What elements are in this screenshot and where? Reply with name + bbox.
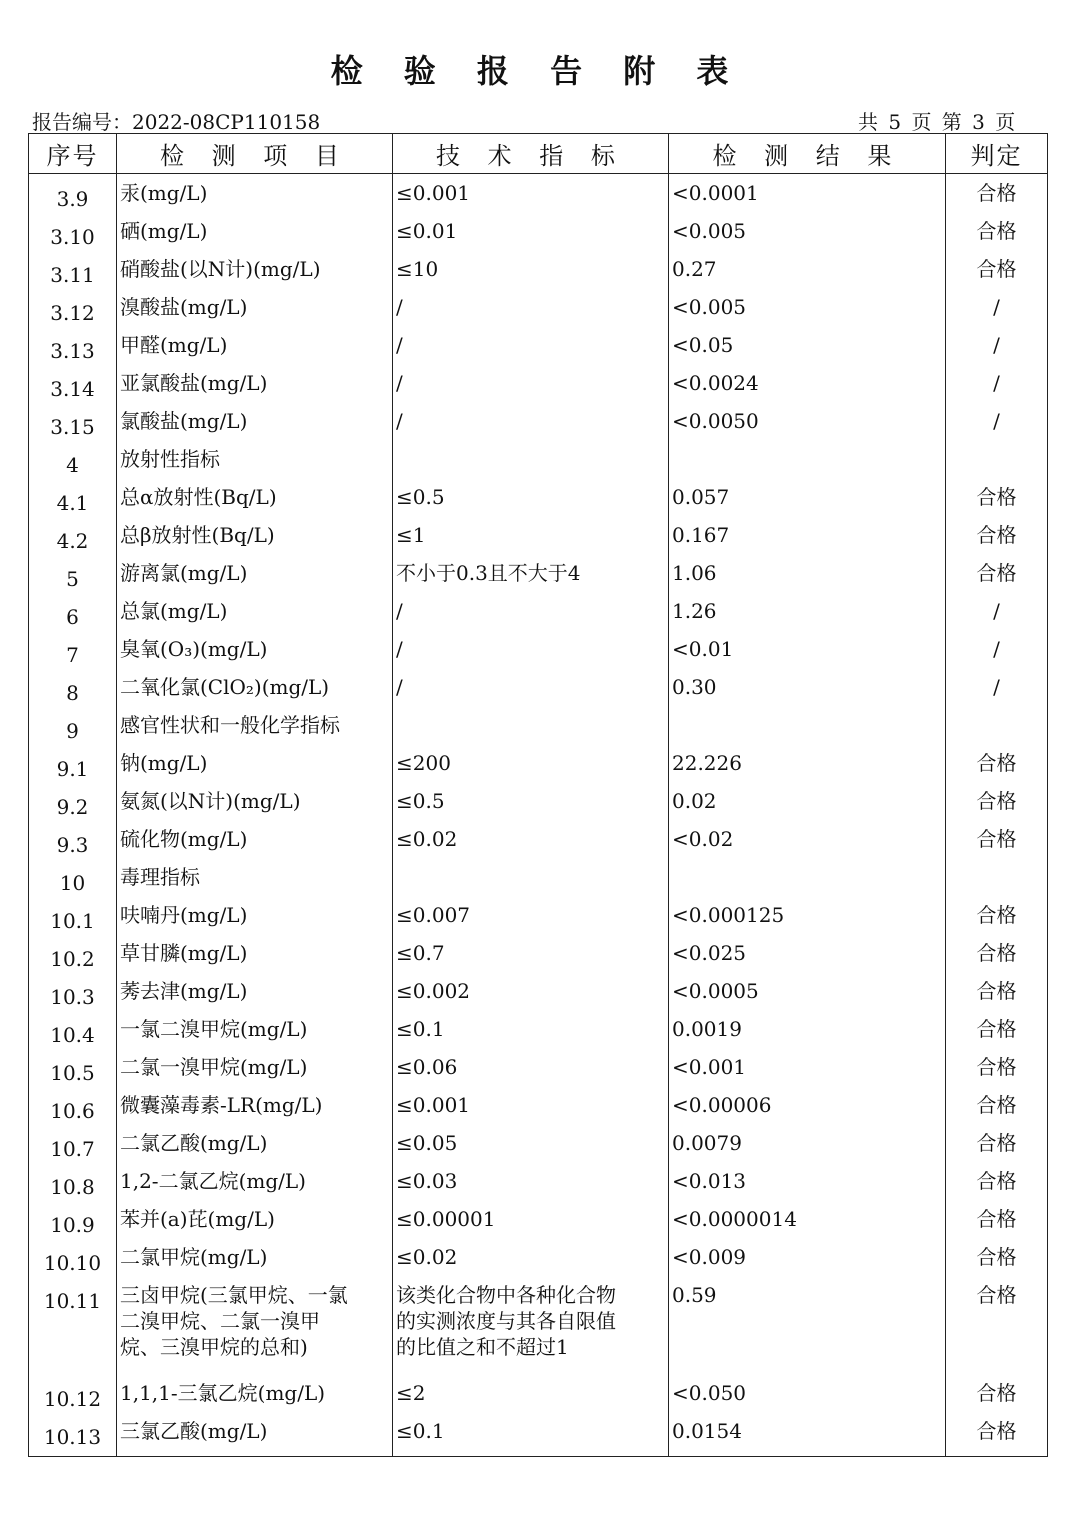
judgment: 合格 — [946, 218, 1048, 256]
technical-standard: / — [393, 294, 669, 332]
test-result: <0.0050 — [669, 408, 946, 446]
technical-standard: / — [393, 408, 669, 446]
test-item: 硒(mg/L) — [117, 218, 393, 256]
table-body — [29, 174, 1048, 1457]
judgment: 合格 — [946, 940, 1048, 978]
row-number: 10.6 — [29, 1092, 117, 1130]
judgment — [946, 446, 1048, 484]
row-number: 4.1 — [29, 484, 117, 522]
test-result — [669, 864, 946, 902]
judgment: 合格 — [946, 522, 1048, 560]
test-result: <0.025 — [669, 940, 946, 978]
judgment: 合格 — [946, 256, 1048, 294]
test-result: <0.05 — [669, 332, 946, 370]
table-row — [29, 864, 1048, 902]
row-number: 10.13 — [29, 1418, 117, 1456]
report-number: 报告编号：2022-08CP110158 — [32, 110, 321, 134]
table-row — [29, 370, 1048, 408]
table-row — [29, 826, 1048, 864]
technical-standard: ≤0.02 — [393, 1244, 669, 1282]
test-result: 0.057 — [669, 484, 946, 522]
technical-standard: ≤0.1 — [393, 1016, 669, 1054]
judgment: 合格 — [946, 788, 1048, 826]
table-row — [29, 1282, 1048, 1380]
judgment: / — [946, 332, 1048, 370]
test-result: 1.06 — [669, 560, 946, 598]
table-row — [29, 674, 1048, 712]
test-item: 一氯二溴甲烷(mg/L) — [117, 1016, 393, 1054]
test-result: 0.0154 — [669, 1418, 946, 1456]
row-number: 3.15 — [29, 408, 117, 446]
judgment: / — [946, 294, 1048, 332]
judgment: 合格 — [946, 1244, 1048, 1282]
test-item: 三氯乙酸(mg/L) — [117, 1418, 393, 1456]
test-item: 总氯(mg/L) — [117, 598, 393, 636]
technical-standard: ≤0.5 — [393, 484, 669, 522]
row-number: 9.2 — [29, 788, 117, 826]
table-row — [29, 636, 1048, 674]
technical-standard: ≤0.5 — [393, 788, 669, 826]
test-item: 氨氮(以N计)(mg/L) — [117, 788, 393, 826]
table-row — [29, 712, 1048, 750]
table-row — [29, 1168, 1048, 1206]
judgment: 合格 — [946, 902, 1048, 940]
test-result: <0.02 — [669, 826, 946, 864]
technical-standard: ≤0.002 — [393, 978, 669, 1016]
table-row — [29, 1054, 1048, 1092]
test-item: 二氯甲烷(mg/L) — [117, 1244, 393, 1282]
test-result: <0.0000014 — [669, 1206, 946, 1244]
judgment: 合格 — [946, 1282, 1048, 1380]
test-item: 二氧化氯(ClO₂)(mg/L) — [117, 674, 393, 712]
judgment: 合格 — [946, 826, 1048, 864]
technical-standard — [393, 446, 669, 484]
judgment: 合格 — [946, 1092, 1048, 1130]
row-number: 10 — [29, 864, 117, 902]
technical-standard: ≤0.1 — [393, 1418, 669, 1456]
table-row — [29, 180, 1048, 218]
test-result: 0.0079 — [669, 1130, 946, 1168]
test-result: <0.00006 — [669, 1092, 946, 1130]
test-result: 0.167 — [669, 522, 946, 560]
test-result: <0.0001 — [669, 180, 946, 218]
test-result: <0.013 — [669, 1168, 946, 1206]
table-row — [29, 218, 1048, 256]
row-number: 3.9 — [29, 180, 117, 218]
test-item: 总β放射性(Bq/L) — [117, 522, 393, 560]
header-standard: 技 术 指 标 — [393, 134, 669, 174]
test-item: 1,1,1-三氯乙烷(mg/L) — [117, 1380, 393, 1418]
test-result: <0.0005 — [669, 978, 946, 1016]
judgment: 合格 — [946, 750, 1048, 788]
row-number: 6 — [29, 598, 117, 636]
test-item: 游离氯(mg/L) — [117, 560, 393, 598]
table-row — [29, 598, 1048, 636]
technical-standard: ≤0.00001 — [393, 1206, 669, 1244]
test-result: <0.009 — [669, 1244, 946, 1282]
row-number: 10.7 — [29, 1130, 117, 1168]
technical-standard: ≤2 — [393, 1380, 669, 1418]
test-item: 汞(mg/L) — [117, 180, 393, 218]
judgment: 合格 — [946, 1206, 1048, 1244]
table-row — [29, 1418, 1048, 1456]
test-result — [669, 446, 946, 484]
test-result: <0.000125 — [669, 902, 946, 940]
technical-standard: 该类化合物中各种化合物 的实测浓度与其各自限值 的比值之和不超过1 — [393, 1282, 669, 1380]
test-item: 二氯一溴甲烷(mg/L) — [117, 1054, 393, 1092]
test-item: 硫化物(mg/L) — [117, 826, 393, 864]
row-number: 10.11 — [29, 1282, 117, 1380]
page-info: 共 5 页 第 3 页 — [858, 110, 1016, 134]
table-row — [29, 522, 1048, 560]
technical-standard: ≤10 — [393, 256, 669, 294]
technical-standard: / — [393, 332, 669, 370]
table-row — [29, 1244, 1048, 1282]
row-number: 9 — [29, 712, 117, 750]
technical-standard: ≤0.02 — [393, 826, 669, 864]
table-row — [29, 446, 1048, 484]
test-result: <0.0024 — [669, 370, 946, 408]
table-header — [29, 134, 1048, 174]
test-result: <0.01 — [669, 636, 946, 674]
test-result: 0.59 — [669, 1282, 946, 1380]
test-item: 莠去津(mg/L) — [117, 978, 393, 1016]
table-row — [29, 750, 1048, 788]
test-item: 总α放射性(Bq/L) — [117, 484, 393, 522]
test-item: 亚氯酸盐(mg/L) — [117, 370, 393, 408]
table-row — [29, 940, 1048, 978]
test-item: 1,2-二氯乙烷(mg/L) — [117, 1168, 393, 1206]
table-row — [29, 1130, 1048, 1168]
row-number: 10.9 — [29, 1206, 117, 1244]
judgment: / — [946, 636, 1048, 674]
row-number: 10.8 — [29, 1168, 117, 1206]
table-row — [29, 484, 1048, 522]
technical-standard: ≤0.03 — [393, 1168, 669, 1206]
technical-standard — [393, 712, 669, 750]
judgment — [946, 864, 1048, 902]
row-number: 9.3 — [29, 826, 117, 864]
table-row — [29, 902, 1048, 940]
judgment: / — [946, 408, 1048, 446]
technical-standard: ≤0.001 — [393, 180, 669, 218]
technical-standard: ≤0.007 — [393, 902, 669, 940]
test-item: 三卤甲烷(三氯甲烷、一氯 二溴甲烷、二氯一溴甲 烷、三溴甲烷的总和) — [117, 1282, 393, 1380]
test-result: <0.005 — [669, 218, 946, 256]
test-item: 苯并(a)芘(mg/L) — [117, 1206, 393, 1244]
table-row — [29, 560, 1048, 598]
row-number: 7 — [29, 636, 117, 674]
test-result: 0.30 — [669, 674, 946, 712]
technical-standard: ≤0.06 — [393, 1054, 669, 1092]
technical-standard — [393, 864, 669, 902]
judgment: / — [946, 674, 1048, 712]
technical-standard: ≤0.7 — [393, 940, 669, 978]
test-item: 臭氧(O₃)(mg/L) — [117, 636, 393, 674]
judgment: / — [946, 370, 1048, 408]
row-number: 5 — [29, 560, 117, 598]
judgment: 合格 — [946, 180, 1048, 218]
technical-standard: ≤200 — [393, 750, 669, 788]
technical-standard: ≤0.001 — [393, 1092, 669, 1130]
table-row — [29, 1206, 1048, 1244]
test-item: 感官性状和一般化学指标 — [117, 712, 393, 750]
technical-standard: ≤0.05 — [393, 1130, 669, 1168]
test-item: 毒理指标 — [117, 864, 393, 902]
test-result: 1.26 — [669, 598, 946, 636]
page-title: 检 验 报 告 附 表 — [330, 52, 744, 90]
judgment — [946, 712, 1048, 750]
row-number: 3.10 — [29, 218, 117, 256]
row-number: 3.12 — [29, 294, 117, 332]
row-number: 10.10 — [29, 1244, 117, 1282]
row-number: 4 — [29, 446, 117, 484]
judgment: 合格 — [946, 1130, 1048, 1168]
row-number: 10.12 — [29, 1380, 117, 1418]
judgment: 合格 — [946, 1054, 1048, 1092]
technical-standard: / — [393, 636, 669, 674]
row-number: 3.14 — [29, 370, 117, 408]
test-result — [669, 712, 946, 750]
judgment: 合格 — [946, 1380, 1048, 1418]
technical-standard: ≤1 — [393, 522, 669, 560]
test-result: <0.005 — [669, 294, 946, 332]
judgment: 合格 — [946, 1418, 1048, 1456]
test-result: 22.226 — [669, 750, 946, 788]
table-row — [29, 1016, 1048, 1054]
header-no: 序号 — [29, 134, 117, 174]
test-result: <0.050 — [669, 1380, 946, 1418]
test-result: 0.27 — [669, 256, 946, 294]
row-number: 10.5 — [29, 1054, 117, 1092]
header-judgment: 判定 — [946, 134, 1048, 174]
test-item: 放射性指标 — [117, 446, 393, 484]
header-result: 检 测 结 果 — [669, 134, 946, 174]
row-number: 8 — [29, 674, 117, 712]
technical-standard: ≤0.01 — [393, 218, 669, 256]
judgment: 合格 — [946, 560, 1048, 598]
table-row — [29, 978, 1048, 1016]
table-row — [29, 1092, 1048, 1130]
test-item: 溴酸盐(mg/L) — [117, 294, 393, 332]
row-number: 10.2 — [29, 940, 117, 978]
table-row — [29, 332, 1048, 370]
judgment: 合格 — [946, 978, 1048, 1016]
table-row — [29, 294, 1048, 332]
table-row — [29, 256, 1048, 294]
test-item: 微囊藻毒素-LR(mg/L) — [117, 1092, 393, 1130]
judgment: 合格 — [946, 1016, 1048, 1054]
judgment: 合格 — [946, 1168, 1048, 1206]
technical-standard: 不小于0.3且不大于4 — [393, 560, 669, 598]
test-item: 甲醛(mg/L) — [117, 332, 393, 370]
test-result: <0.001 — [669, 1054, 946, 1092]
technical-standard: / — [393, 674, 669, 712]
row-number: 3.13 — [29, 332, 117, 370]
table-row — [29, 1380, 1048, 1418]
technical-standard: / — [393, 370, 669, 408]
test-item: 呋喃丹(mg/L) — [117, 902, 393, 940]
test-item: 氯酸盐(mg/L) — [117, 408, 393, 446]
test-item: 钠(mg/L) — [117, 750, 393, 788]
technical-standard: / — [393, 598, 669, 636]
table-row — [29, 408, 1048, 446]
row-number: 10.3 — [29, 978, 117, 1016]
test-item: 硝酸盐(以N计)(mg/L) — [117, 256, 393, 294]
row-number: 4.2 — [29, 522, 117, 560]
judgment: 合格 — [946, 484, 1048, 522]
test-result: 0.02 — [669, 788, 946, 826]
row-number: 10.4 — [29, 1016, 117, 1054]
report-table — [28, 133, 1048, 1457]
judgment: / — [946, 598, 1048, 636]
test-result: 0.0019 — [669, 1016, 946, 1054]
test-item: 二氯乙酸(mg/L) — [117, 1130, 393, 1168]
row-number: 10.1 — [29, 902, 117, 940]
row-number: 3.11 — [29, 256, 117, 294]
test-item: 草甘膦(mg/L) — [117, 940, 393, 978]
header-item: 检 测 项 目 — [117, 134, 393, 174]
table-row — [29, 788, 1048, 826]
row-number: 9.1 — [29, 750, 117, 788]
